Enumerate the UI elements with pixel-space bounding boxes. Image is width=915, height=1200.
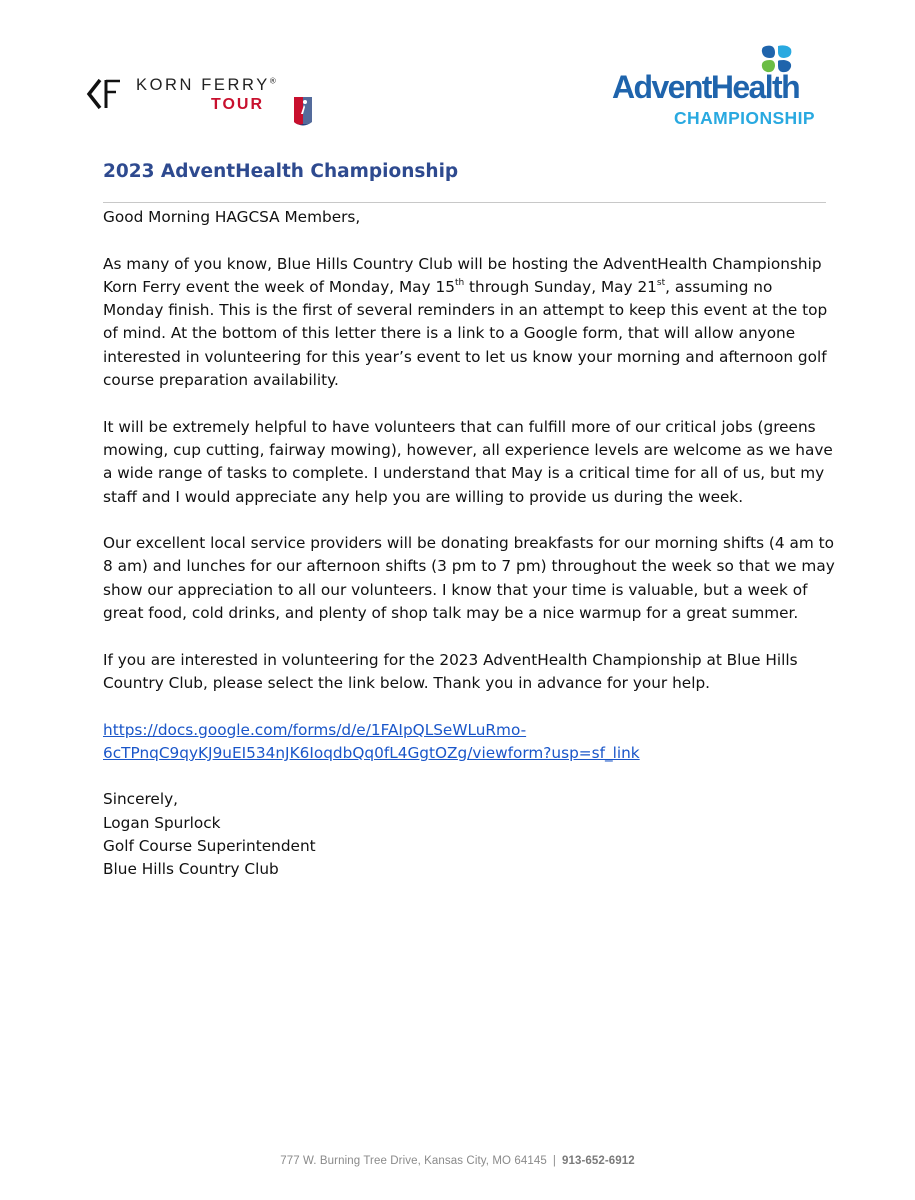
footer xyxy=(0,1155,915,1167)
adventhealth-championship-logo xyxy=(612,40,852,132)
championship-wordmark: CHAMPIONSHIP xyxy=(674,108,815,128)
text-line: Monday finish. This is the first of several reminders in an attempt to keep this event at the top xyxy=(103,301,828,320)
text-line: interested in volunteering for this year’s event to let us know your morning and afternoon golf xyxy=(103,347,827,366)
google-form-link[interactable] xyxy=(103,719,833,766)
paragraph-2 xyxy=(103,416,833,509)
text-line: Country Club, please select the link below. Thank you in advance for your help. xyxy=(103,673,711,692)
signer-organization: Blue Hills Country Club xyxy=(103,860,279,879)
text-line: If you are interested in volunteering for the 2023 AdventHealth Championship at Blue Hills xyxy=(103,650,798,669)
paragraph-4 xyxy=(103,649,833,696)
footer-phone: 913-652-6912 xyxy=(561,1155,635,1167)
paragraph-1 xyxy=(103,253,833,393)
text-line: staff and I would appreciate any help you are willing to provide us during the week. xyxy=(103,487,744,506)
closing: Sincerely, xyxy=(103,790,179,809)
letter-body xyxy=(103,206,833,882)
signer-role: Golf Course Superintendent xyxy=(103,837,316,856)
text-line: As many of you know, Blue Hills Country Club will be hosting the AdventHealth Championship xyxy=(103,254,822,273)
text-line: 8 am) and lunches for our afternoon shifts (3 pm to 7 pm) throughout the week so that we may xyxy=(103,557,835,576)
title-divider xyxy=(103,202,826,203)
korn-ferry-tour-logo xyxy=(86,72,296,134)
pga-tour-shield-icon xyxy=(293,96,313,130)
signer-name: Logan Spurlock xyxy=(103,813,221,832)
tour-wordmark: TOUR xyxy=(211,96,265,113)
footer-address: 777 W. Burning Tree Drive, Kansas City, MO 64145 xyxy=(280,1155,547,1167)
text-line: It will be extremely helpful to have volunteers that can fulfill more of our critical jobs (greens xyxy=(103,417,816,436)
text-line: Our excellent local service providers will be donating breakfasts for our morning shifts (4 am to xyxy=(103,534,834,553)
korn-ferry-wordmark: KORN FERRY® xyxy=(136,76,276,94)
text-line: Korn Ferry event the week of Monday, May 15th through Sunday, May 21st, assuming no xyxy=(103,277,773,296)
google-form-link-line-2[interactable]: 6cTPnqC9qyKJ9uEI534nJK6IoqdbQq0fL4GgtOZg/viewform?usp=sf_link xyxy=(103,743,640,762)
footer-separator: | xyxy=(552,1155,556,1167)
text-line: show our appreciation to all our volunteers. I know that your time is valuable, but a week of xyxy=(103,580,808,599)
letter-title: 2023 AdventHealth Championship xyxy=(103,161,459,182)
adventhealth-wordmark: AdventHealth xyxy=(612,69,800,105)
text-line: great food, cold drinks, and plenty of shop talk may be a nice warmup for a great summer. xyxy=(103,604,799,623)
paragraph-3 xyxy=(103,532,833,625)
google-form-link-line-1[interactable]: https://docs.google.com/forms/d/e/1FAIpQLSeWLuRmo- xyxy=(103,720,527,739)
korn-ferry-monogram-icon xyxy=(86,76,126,112)
text-line: mowing, cup cutting, fairway mowing), however, all experience levels are welcome as we have xyxy=(103,440,833,459)
signature-block xyxy=(103,788,833,881)
greeting: Good Morning HAGCSA Members, xyxy=(103,208,361,226)
text-line: a wide range of tasks to complete. I understand that May is a critical time for all of us, but my xyxy=(103,464,825,483)
text-line: course preparation availability. xyxy=(103,371,339,390)
text-line: of mind. At the bottom of this letter there is a link to a Google form, that will allow anyone xyxy=(103,324,796,343)
